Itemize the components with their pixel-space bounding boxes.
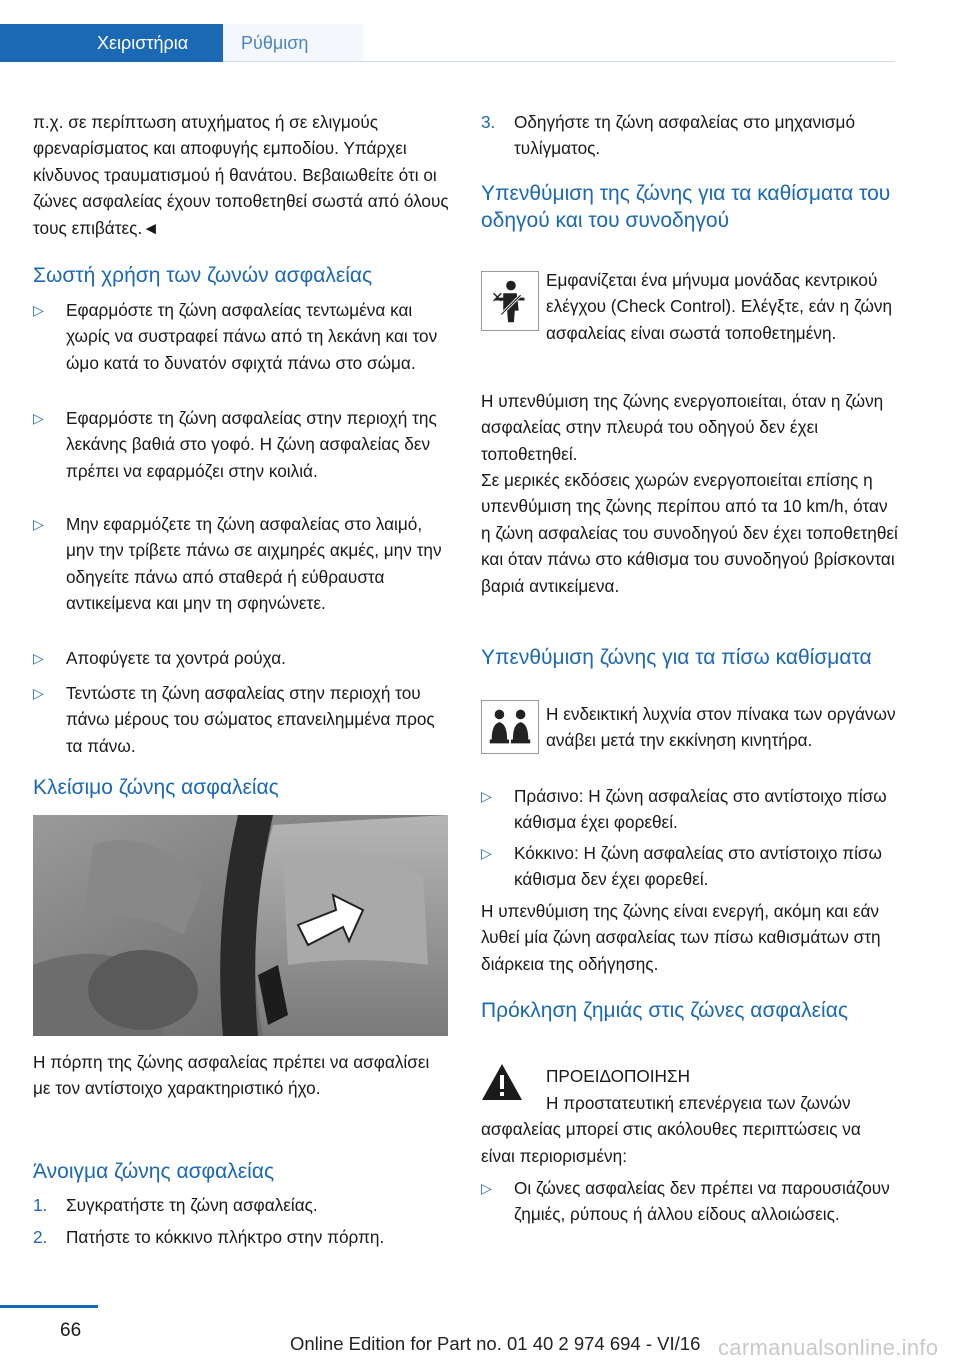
list-item: 3. Οδηγήστε τη ζώνη ασφαλείας στο μηχανισμό τυλίγματος. [481,112,856,159]
list-item: ▷ Εφαρμόστε τη ζώνη ασφαλείας τεντωμένα και χωρίς να συστραφεί πάνω από τη λεκάνη και τον ώμο κατά το δυνατόν σφιχτά πάνω στο σώμα. [33,297,451,407]
list-item: ▷ Εφαρμόστε τη ζώνη ασφαλείας στην περιοχή της λεκάνης βαθιά στο γοφό. Η ζώνη ασφαλείας δεν πρέπει να εφαρμόζει στην κοιλιά. [33,405,451,515]
triangle-bullet-icon: ▷ [33,650,44,666]
list-item: ▷ Πράσινο: Η ζώνη ασφαλείας στο αντίστοιχο πίσω κάθισμα έχει φορεθεί. [481,783,899,839]
list-item: ▷ Κόκκινο: Η ζώνη ασφαλείας στο αντίστοιχο πίσω κάθισμα δεν έχει φορεθεί. [481,840,899,896]
triangle-bullet-icon: ▷ [33,516,44,532]
list-item: ▷ Μην εφαρμόζετε τη ζώνη ασφαλείας στο λαιμό, μην την τρίβετε πάνω σε αιχμηρές ακμές, μην την οδηγείτε πάνω από σταθερά ή εύθραυστα αντικείμενα και μην τη σφηνώνετε. [33,511,451,621]
list-item: 1. Συγκρατήστε τη ζώνη ασφαλείας. [33,1195,318,1215]
reminder-rear-text: Η ενδεικτική λυχνία στον πίνακα των οργάνων ανάβει μετά την εκκίνηση κινητήρα. [546,704,896,751]
list-item: ▷ Τεντώστε τη ζώνη ασφαλείας στην περιοχή του πάνω μέρους του σώματος επανειλημμένα προς τα πάνω. [33,680,451,740]
tab-controls[interactable]: Χειριστήρια [0,24,223,62]
heading-buckle: Κλείσιμο ζώνης ασφαλείας [33,776,279,799]
list-item: 2. Πατήστε το κόκκινο πλήκτρο στην πόρπη. [33,1227,385,1247]
list-item: ▷ Οι ζώνες ασφαλείας δεν πρέπει να παρουσιάζουν ζημιές, ρύπους ή άλλου είδους αλλοιώσεις. [481,1175,899,1257]
heading-damage: Πρόκληση ζημιάς στις ζώνες ασφαλείας [481,999,848,1022]
reminder-paragraph-2: Σε μερικές εκδόσεις χωρών ενεργοποιείται επίσης η υπενθύμιση της ζώνης περίπου από τα 10 km/h, όταν η ζώνη ασφαλείας του συνοδηγού δεν έχει τοποθετηθεί και όταν πάνω στο κάθισμα του συνοδηγού βρίσκονται βαριά αντικείμενα. [481,470,898,596]
heading-open: Άνοιγμα ζώνης ασφαλείας [33,1160,275,1183]
page-number: 66 [60,1320,82,1341]
seatbelt-warning-icon [481,271,539,331]
intro-paragraph: π.χ. σε περίπτωση ατυχήματος ή σε ελιγμούς φρεναρίσματος και αποφυγής εμποδίου. Υπάρχει κίνδυνος τραυματισμού ή θανάτου. Βεβαιωθείτε ότι οι ζώνες ασφαλείας έχουν τοποθετηθεί σωστά από όλους τους επιβάτες.◄ [33,112,449,238]
buckle-paragraph: Η πόρπη της ζώνης ασφαλείας πρέπει να ασφαλίσει με τον αντίστοιχο χαρακτηριστικό ήχο. [33,1052,430,1099]
triangle-bullet-icon: ▷ [481,788,492,804]
reminder-front-text: Εμφανίζεται ένα μήνυμα μονάδας κεντρικού ελέγχου (Check Control). Ελέγξτε, εάν η ζώνη ασφαλείας είναι σωστά τοποθετημένη. [546,270,893,343]
rear-paragraph: Η υπενθύμιση της ζώνης είναι ενεργή, ακόμη και εάν λυθεί μία ζώνη ασφαλείας των πίσω καθισμάτων στη διάρκεια της οδήγησης. [481,901,881,974]
header-divider [223,61,895,62]
heading-correct-use: Σωστή χρήση των ζωνών ασφαλείας [33,264,373,287]
heading-reminder-front: Υπενθύμιση της ζώνης για τα καθίσματα του οδηγού και του συνοδηγού [481,182,891,232]
triangle-bullet-icon: ▷ [481,845,492,861]
triangle-bullet-icon: ▷ [33,410,44,426]
watermark: carmanualsonline.info [718,1335,939,1360]
rear-seats-icon [481,700,539,754]
warning-label: ΠΡΟΕΙΔΟΠΟΙΗΣΗ [546,1066,690,1086]
seatbelt-buckle-photo [33,815,448,1036]
reminder-paragraph-1: Η υπενθύμιση της ζώνης ενεργοποιείται, όταν η ζώνη ασφαλείας στην πλευρά του οδηγού δεν έχει τοποθετηθεί. [481,391,884,464]
triangle-bullet-icon: ▷ [481,1180,492,1196]
footer-accent-bar [0,1305,98,1308]
list-item: ▷ Αποφύγετε τα χοντρά ρούχα. [33,645,451,675]
heading-reminder-rear: Υπενθύμιση ζώνης για τα πίσω καθίσματα [481,646,872,669]
triangle-bullet-icon: ▷ [33,302,44,318]
warning-text: Η προστατευτική επενέργεια των ζωνών ασφαλείας μπορεί στις ακόλουθες περιπτώσεις να είναι περιορισμένη: [481,1093,861,1166]
triangle-bullet-icon: ▷ [33,685,44,701]
edition-note: Online Edition for Part no. 01 40 2 974 694 - VI/16 [290,1333,701,1354]
tab-adjustment[interactable]: Ρύθμιση [223,24,363,62]
header-tabs [0,24,363,62]
